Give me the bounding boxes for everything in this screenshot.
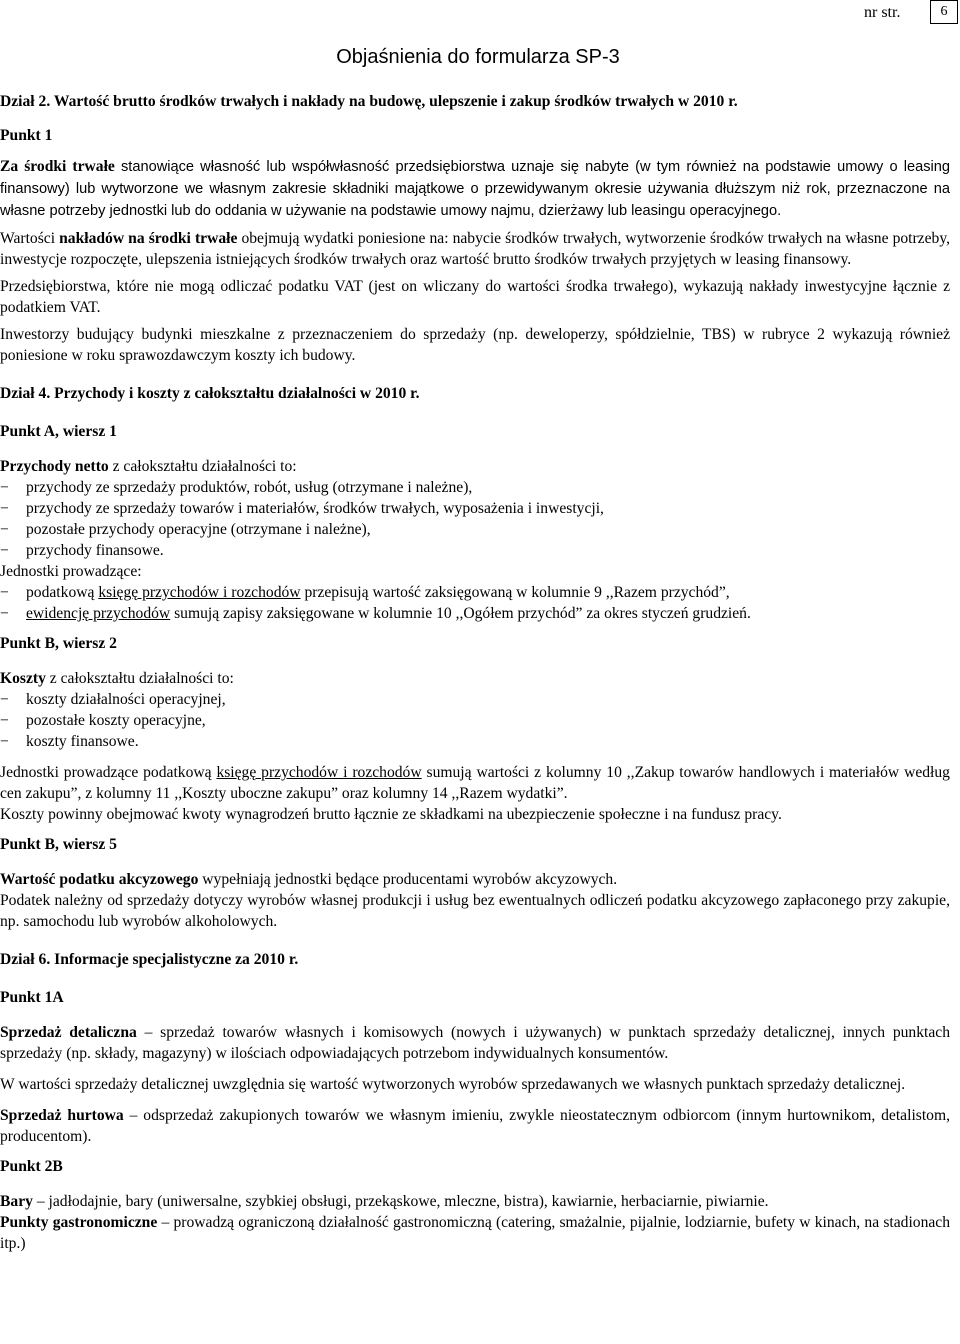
term-przychody-netto: Przychody netto — [0, 458, 109, 475]
list-jednostki — [0, 582, 950, 624]
term-naklady: nakładów na środki trwałe — [59, 230, 238, 247]
term-sprzedaz-detaliczna: Sprzedaż detaliczna — [0, 1024, 137, 1041]
paragraph-bary — [0, 1191, 950, 1212]
paragraph-text: – jadłodajnie, bary (uniwersalne, szybkiej obsługi, przekąskowe, mleczne, bistra), kawiarnie, herbaciarnie, piwiarnie. — [32, 1193, 769, 1210]
item-text: przepisują wartość zaksięgowaną w kolumnie 9 ,,Razem przychód”, — [300, 584, 730, 601]
paragraph-text: wypełniają jednostki będące producentami wyrobów akcyzowych. — [198, 871, 618, 888]
subheading-punkt-b-2: Punkt B, wiersz 2 — [0, 635, 117, 652]
paragraph-text: Wartości — [0, 230, 60, 247]
list-item — [0, 603, 950, 624]
section-heading-dzial-4: Dział 4. Przychody i koszty z całokształtu działalności w 2010 r. — [0, 385, 420, 402]
paragraph-text: sumują wartości z kolumny 10 ,,Zakup towarów handlowych i materiałów według cen zakupu”, z kolumny 11 ,,Koszty uboczne zakupu” oraz kolumny 14 ,,Razem wydatki”. — [0, 764, 950, 802]
paragraph-jednostki: Jednostki prowadzące: — [0, 563, 142, 580]
subheading-punkt-1a: Punkt 1A — [0, 989, 64, 1006]
paragraph-przychody — [0, 456, 950, 477]
paragraph-wartosc-detaliczna: W wartości sprzedaży detalicznej uwzględnia się wartość wytworzonych wyrobów sprzedawanych we własnych punktach sprzedaży detalicznej. — [0, 1076, 906, 1093]
paragraph-text: – sprzedaż towarów własnych i komisowych (nowych i używanych) w punktach sprzedaży detalicznej, innych punktach sprzedaży (np. składy, magazyny) w ilościach odpowiadających potrzebom indywidualnych konsumentów. — [0, 1024, 950, 1062]
paragraph-text: – odsprzedaż zakupionych towarów we własnym imieniu, zwykle nieostatecznym odbiorcom (innym hurtownikom, detalistom, producentom). — [0, 1107, 950, 1145]
underlined-term: ewidencję przychodów — [26, 605, 171, 622]
subheading-punkt-1: Punkt 1 — [0, 127, 53, 144]
term-punkty-gastronomiczne: Punkty gastronomiczne — [0, 1214, 158, 1231]
list-item: − koszty finansowe. — [0, 731, 950, 752]
term-sprzedaz-hurtowa: Sprzedaż hurtowa — [0, 1107, 124, 1124]
item-text: podatkową — [26, 584, 99, 601]
subheading-punkt-b-5: Punkt B, wiersz 5 — [0, 836, 117, 853]
term-koszty: Koszty — [0, 670, 46, 687]
subheading-punkt-a: Punkt A, wiersz 1 — [0, 423, 117, 440]
subheading-punkt-2b: Punkt 2B — [0, 1158, 63, 1175]
list-item: − pozostałe przychody operacyjne (otrzymane i należne), — [0, 519, 950, 540]
paragraph-text: z całokształtu działalności to: — [108, 458, 297, 475]
list-item: − przychody finansowe. — [0, 540, 950, 561]
paragraph-vat: Przedsiębiorstwa, które nie mogą odliczać podatku VAT (jest on wliczany do wartości środka trwałego), wykazują nakłady inwestycyjne łącznie z podatkiem VAT. — [0, 278, 950, 316]
paragraph-koszty-kpir — [0, 762, 950, 804]
paragraph-srodki-trwale — [0, 156, 950, 222]
paragraph-text: – prowadzą ograniczoną działalność gastronomiczną (catering, smażalnie, pijalnie, lodziarnie, bufety w kinach, na stadionach itp.) — [0, 1214, 951, 1252]
underlined-term: księgę przychodów i rozchodów — [98, 584, 301, 601]
paragraph-punkty-gastronomiczne — [0, 1212, 950, 1254]
section-heading-dzial-2: Dział 2. Wartość brutto środków trwałych i nakłady na budowę, ulepszenie i zakup środków trwałych w 2010 r. — [0, 93, 738, 110]
paragraph-inwestorzy: Inwestorzy budujący budynki mieszkalne z przeznaczeniem do sprzedaży (np. deweloperzy, spółdzielnie, TBS) w rubryce 2 wykazują również poniesione w roku sprawozdawczym koszty ich budowy. — [0, 326, 950, 364]
item-text: sumują zapisy zaksięgowane w kolumnie 10 ,,Ogółem przychód” za okres styczeń grudzień. — [170, 605, 751, 622]
paragraph-text: obejmują wydatki poniesione na: nabycie środków trwałych, wytworzenie środków trwałych na własne potrzeby, inwestycje rozpoczęte, ulepszenia istniejących środków trwałych oraz wartość brutto środków trwałych przyjętych w leasing finansowy. — [0, 230, 951, 268]
term-podatek-akcyzowy: Wartość podatku akcyzowego — [0, 871, 199, 888]
list-item: − przychody ze sprzedaży towarów i materiałów, środków trwałych, wyposażenia i inwestycji, — [0, 498, 950, 519]
list-item: − przychody ze sprzedaży produktów, robót, usług (otrzymane i należne), — [0, 477, 950, 498]
page-number-label: nr str. — [864, 4, 901, 21]
list-koszty — [0, 689, 950, 752]
list-item: − koszty działalności operacyjnej, — [0, 689, 950, 710]
paragraph-naklady — [0, 228, 950, 270]
paragraph-wynagrodzenia: Koszty powinny obejmować kwoty wynagrodzeń brutto łącznie ze składkami na ubezpieczenie społeczne i na fundusz pracy. — [0, 806, 782, 823]
underlined-term: księgę przychodów i rozchodów — [216, 764, 422, 781]
term-srodki-trwale: Za środki trwałe — [0, 158, 115, 175]
page-title: Objaśnienia do formularza SP-3 — [336, 46, 620, 68]
paragraph-podatek-nalezny: Podatek należny od sprzedaży dotyczy wyrobów własnej produkcji i usług bez ewentualnych odliczeń podatku akcyzowego zapłaconego przy zakupie, np. samochodu lub wyrobów alkoholowych. — [0, 892, 950, 930]
paragraph-text: Jednostki prowadzące podatkową — [0, 764, 217, 781]
paragraph-text: z całokształtu działalności to: — [45, 670, 234, 687]
page-number-box: 6 — [930, 0, 958, 24]
paragraph-sprzedaz-detaliczna — [0, 1022, 950, 1064]
term-bary: Bary — [0, 1193, 33, 1210]
document-body — [0, 92, 950, 1254]
section-heading-dzial-6: Dział 6. Informacje specjalistyczne za 2010 r. — [0, 951, 299, 968]
paragraph-akcyza — [0, 869, 950, 890]
paragraph-koszty — [0, 668, 950, 689]
paragraph-text: stanowiące własność lub współwłasność przedsiębiorstwa uznaje się nabyte (w tym również na podstawie umowy o leasing finansowy) lub wytworzone we własnym zakresie składniki majątkowe o przewidywanym okresie używania dłuższym niż rok, przeznaczone na własne potrzeby jednostki lub do oddania w używanie na podstawie umowy najmu, dzierżawy lub leasingu operacyjnego. — [0, 159, 950, 219]
list-item — [0, 582, 950, 603]
list-przychody — [0, 477, 950, 561]
list-item: − pozostałe koszty operacyjne, — [0, 710, 950, 731]
paragraph-sprzedaz-hurtowa — [0, 1105, 950, 1147]
